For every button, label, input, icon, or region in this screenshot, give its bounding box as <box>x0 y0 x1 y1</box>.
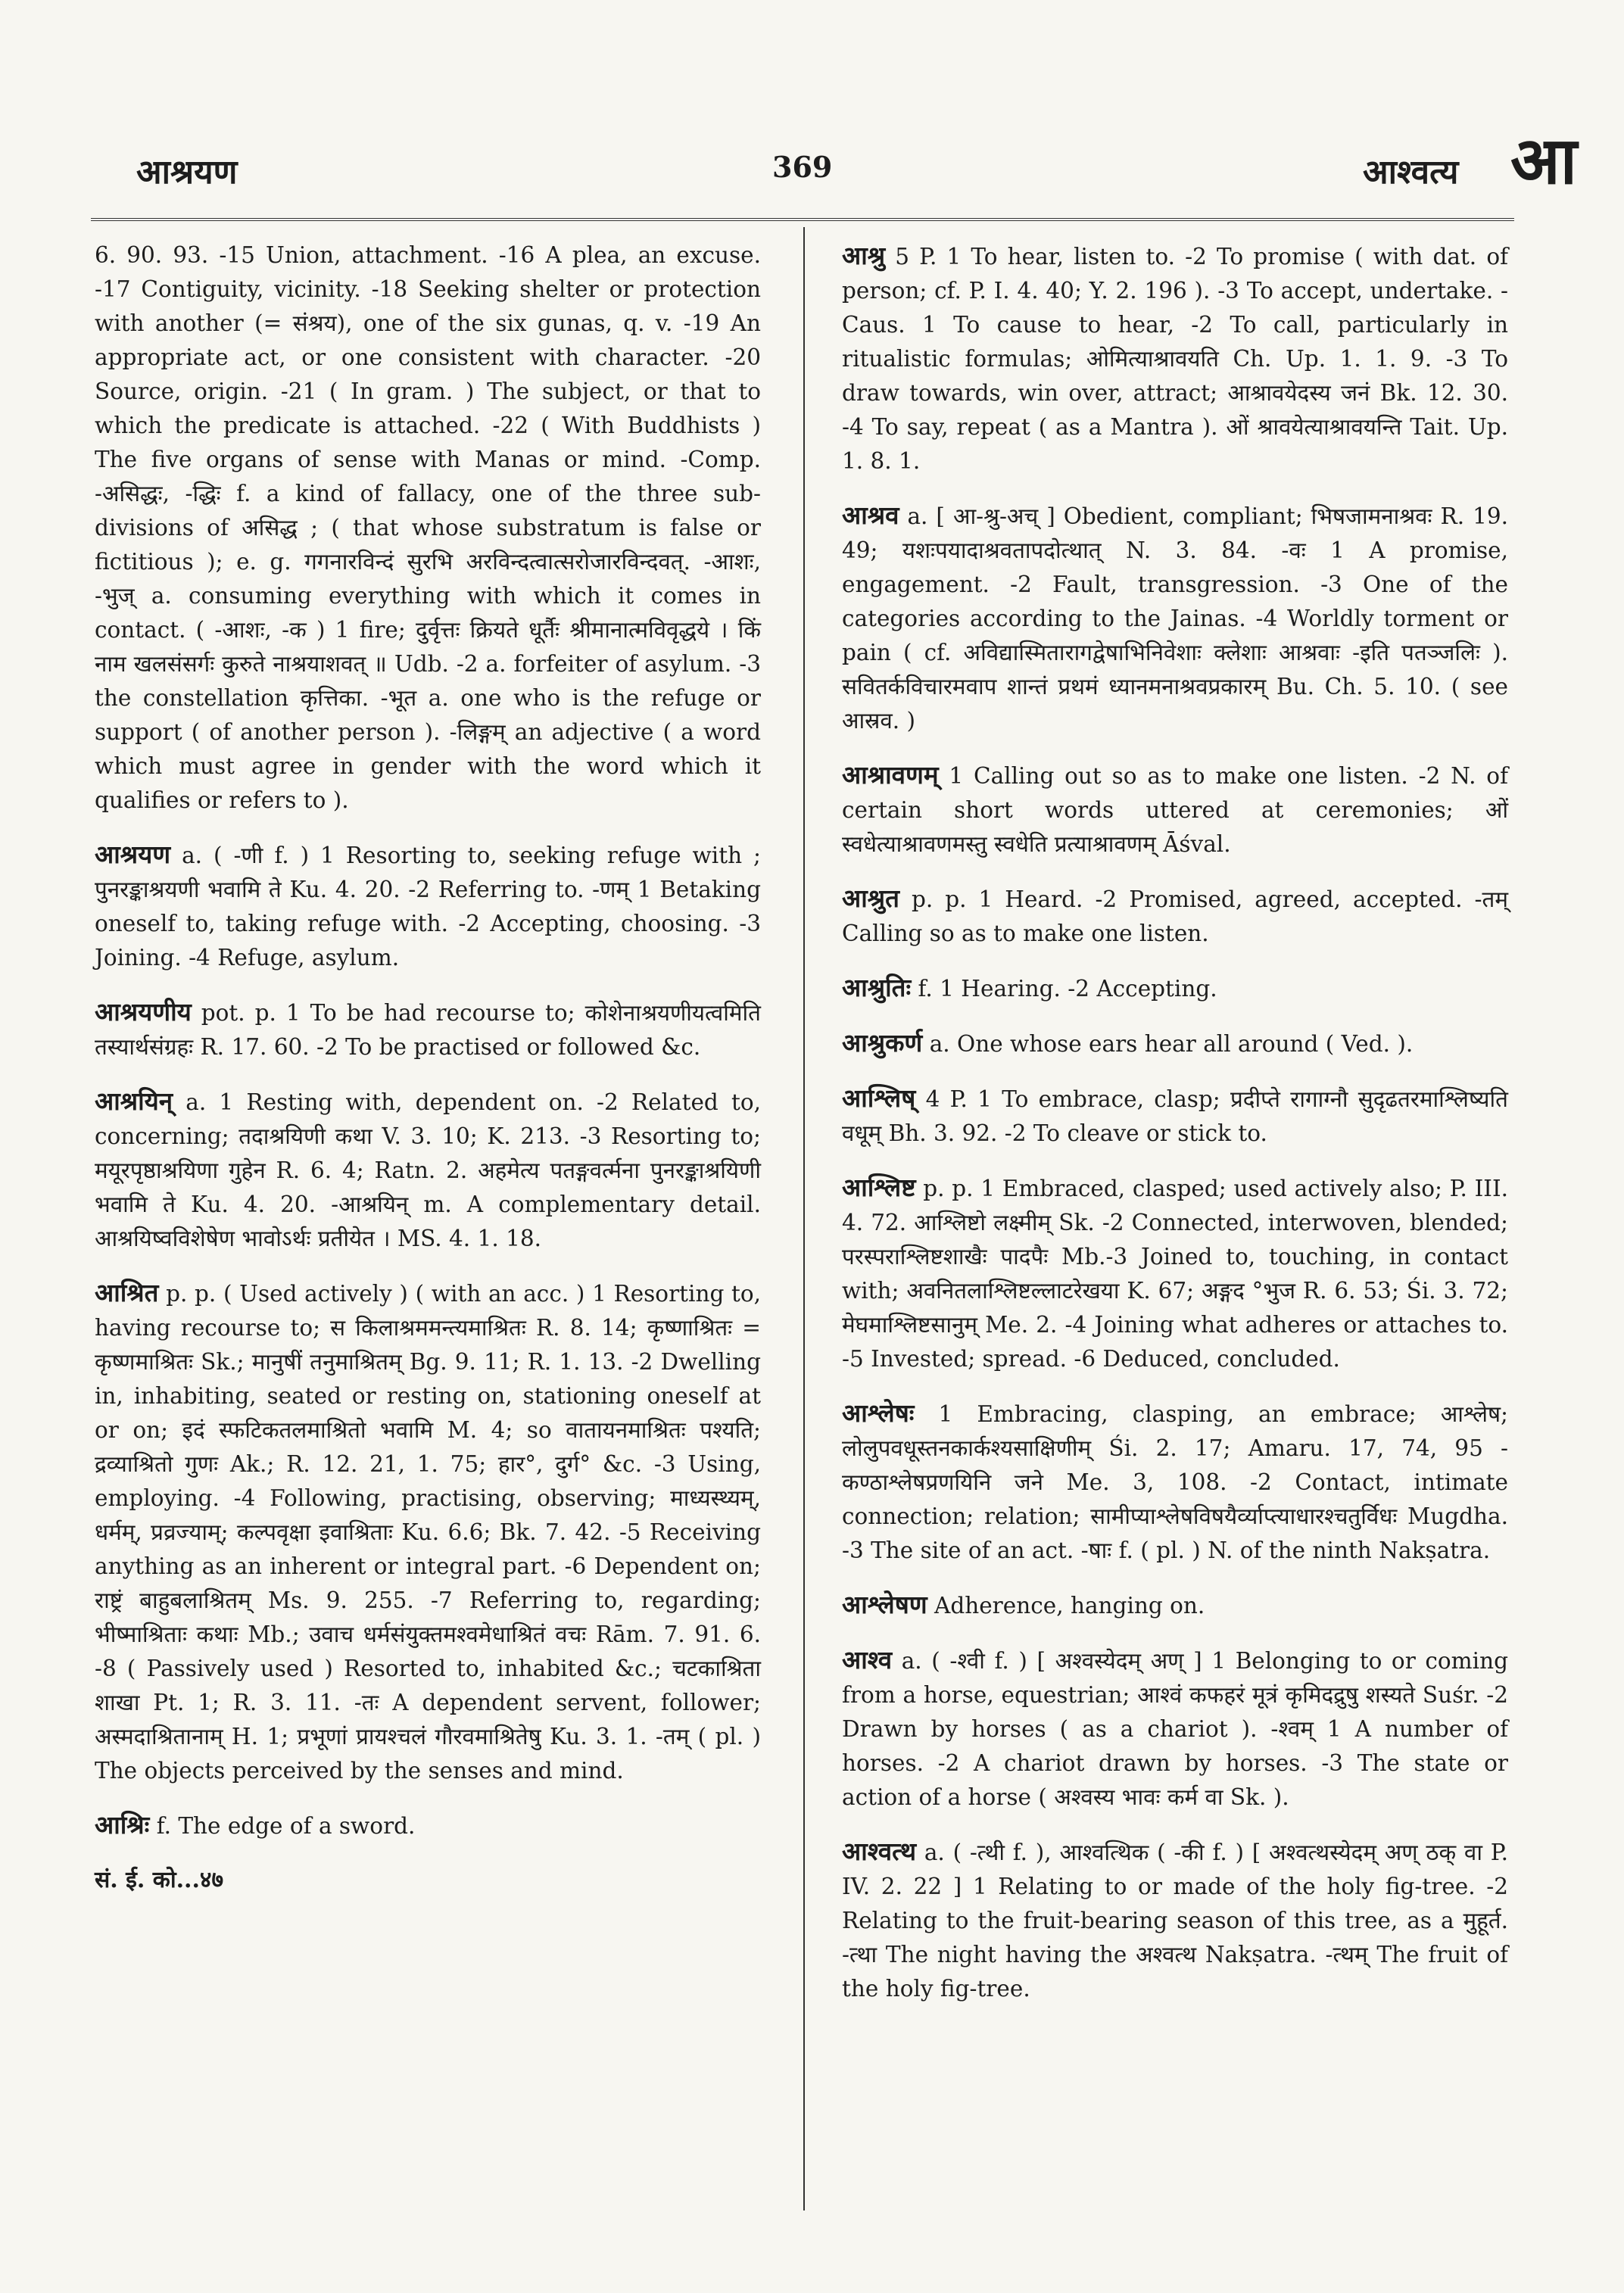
header-guide-word-left: आश्रयण <box>136 153 238 192</box>
entry-headword: आश्रयण <box>95 840 171 869</box>
entry-text: a. ( -णी f. ) 1 Resorting to, seeking refuge with ; पुनरङ्काश्रयणी भवामि ते Ku. 4. 20. -2 Referring to. -णम् 1 Betaking oneself to, taking refuge with. -2 Accepting, choosing. -3 Joining. -4 Refuge, asylum. <box>95 843 761 970</box>
entry-text: f. The edge of a sword. <box>156 1813 416 1839</box>
entry-headword: आश्रयिन् <box>95 1086 173 1116</box>
entry-headword: आश्रिः <box>95 1810 150 1840</box>
entry-headword: आश्रयणीय <box>95 997 192 1027</box>
entry-headword: आश्रित <box>95 1278 159 1307</box>
thumb-index-letter: आ <box>1510 123 1577 199</box>
entry-text: a. ( -श्वी f. ) [ अश्वस्येदम् अण् ] 1 Belonging to or coming from a horse, equestrian; आश्वं कफहरं मूत्रं कृमिदद्रुषु शस्यते Suśr. -2 Drawn by horses ( as a chariot ). -श्वम् 1 A number of horses. -2 A chariot drawn by horses. -3 The state or action of a horse ( अश्वस्य भावः कर्म वा Sk. ). <box>842 1648 1508 1810</box>
entry-continuation <box>95 238 761 818</box>
entry-headword: आश्रव <box>842 500 899 530</box>
right-column <box>842 238 1508 2026</box>
entry <box>842 881 1508 951</box>
entry-headword: आश्लिष्ट <box>842 1173 916 1202</box>
entry <box>842 1081 1508 1151</box>
entry-text: a. [ आ-श्रु-अच् ] Obedient, compliant; भिषजामनाश्रवः R. 19. 49; यशःपयादाश्रवतापदोत्थात् N. 3. 84. -वः 1 A promise, engagement. -2 Fault, transgression. -3 One of the categories according to the Jainas. -4 Worldly torment or pain ( cf. अविद्यास्मितारागद्वेषाभिनिवेशाः क्लेशाः आश्रवाः -इति पतञ्जलिः ). सवितर्कविचारमवाप शान्तं प्रथमं ध्यानमनाश्रवप्रकारम् Bu. Ch. 5. 10. ( see आस्रव. ) <box>842 503 1508 734</box>
entry <box>842 1026 1508 1061</box>
entry <box>842 970 1508 1006</box>
entry-headword: आश्लेषण <box>842 1590 927 1619</box>
entry-text: pot. p. 1 To be had recourse to; कोशेनाश्रयणीयत्वमिति तस्यार्थसंग्रहः R. 17. 60. -2 To be practised or followed &c. <box>95 1000 761 1060</box>
entry-headword: आश्लेषः <box>842 1398 915 1428</box>
entry <box>95 995 761 1064</box>
entry <box>842 1834 1508 2006</box>
entry-text: a. One whose ears hear all around ( Ved. ). <box>929 1031 1414 1057</box>
entry-headword: आश्रुतिः <box>842 973 912 1002</box>
entry-text: p. p. ( Used actively ) ( with an acc. ) 1 Resorting to, having recourse to; स किलाश्रममन्त्यमाश्रितः R. 8. 14; कृष्णाश्रितः = कृष्णमाश्रितः Sk.; मानुषीं तनुमाश्रितम् Bg. 9. 11; R. 1. 13. -2 Dwelling in, inhabiting, seated or resting on, stationing oneself at or on; इदं स्फटिकतलमाश्रितो भवामि M. 4; so वातायनमाश्रितः पश्यति; द्रव्याश्रितो गुणः Ak.; R. 12. 21, 1. 75; हार°, दुर्ग° &c. -3 Using, employing. -4 Following, practising, observing; माध्यस्थ्यम्, धर्मम्, प्रव्रज्याम्; कल्पवृक्षा इवाश्रिताः Ku. 6.6; Bk. 7. 42. -5 Receiving anything as an inherent or integral part. -6 Dependent on; राष्ट्रं बाहुबलाश्रितम् Ms. 9. 255. -7 Referring to, regarding; भीष्माश्रिताः कथाः Mb.; उवाच धर्मसंयुक्तमश्वमेधाश्रितं वचः Rām. 7. 91. 6. -8 ( Passively used ) Resorted to, inhabited &c.; चटकाश्रिता शाखा Pt. 1; R. 3. 11. -तः A dependent servent, follower; अस्मदाश्रितानाम् H. 1; प्रभूणां प्रायश्चलं गौरवमाश्रितेषु Ku. 3. 1. -तम् ( pl. ) The objects perceived by the senses and mind. <box>95 1281 761 1784</box>
entry-text: f. 1 Hearing. -2 Accepting. <box>918 976 1217 1002</box>
entry-text: 6. 90. 93. -15 Union, attachment. -16 A plea, an excuse. -17 Contiguity, vicinity. -18 Seeking shelter or protection with another (= संश्रय), one of the six gunas, q. v. -19 An appropriate act, or one consistent with character. -20 Source, origin. -21 ( In gram. ) The subject, or that to which the predicate is attached. -22 ( With Buddhists ) The five organs of sense with Manas or mind. -Comp. -असिद्धः, -द्धिः f. a kind of fallacy, one of the three sub-divisions of असिद्ध ; ( that whose substratum is false or fictitious ); e. g. गगनारविन्दं सुरभि अरविन्दत्वात्सरोजारविन्दवत्. -आशः, -भुज् a. consuming everything with which it comes in contact. ( -आशः, -क ) 1 fire; दुर्वृत्तः क्रियते धूर्तैः श्रीमानात्मविवृद्धये । किं नाम खलसंसर्गः कुरुते नाश्रयाशवत् ॥ Udb. -2 a. forfeiter of asylum. -3 the constellation कृत्तिका. -भूत a. one who is the refuge or support ( of another person ). -लिङ्गम् an adjective ( a word which must agree in gender with the word which it qualifies or refers to ). <box>95 242 761 813</box>
entry <box>842 1396 1508 1568</box>
page-number: 369 <box>772 150 833 184</box>
header-divider <box>91 218 1514 221</box>
entry-text: a. 1 Resting with, dependent on. -2 Related to, concerning; तदाश्रयिणी कथा V. 3. 10; K. 213. -3 Resorting to; मयूरपृष्ठाश्रयिणा गुहेन R. 6. 4; Ratn. 2. अहमेत्य पतङ्गवर्त्मना पुनरङ्काश्रयिणी भवामि ते Ku. 4. 20. -आश्रयिन् m. A complementary detail. आश्रयिष्वविशेषेण भावोऽर्थः प्रतीयेत । MS. 4. 1. 18. <box>95 1089 761 1251</box>
entry <box>95 837 761 975</box>
entry <box>842 758 1508 861</box>
signature-mark: सं. ई. को...४७ <box>95 1867 224 1893</box>
entry <box>95 1276 761 1788</box>
entry <box>842 1170 1508 1376</box>
entry-text: 1 Calling out so as to make one listen. -2 N. of certain short words uttered at ceremonies; ओं स्वधेत्याश्रावणमस्तु स्वधेति प्रत्याश्रावणम् Āśval. <box>842 763 1508 857</box>
entry-text: p. p. 1 Embraced, clasped; used actively also; P. III. 4. 72. आश्लिष्टो लक्ष्मीम् Sk. -2 Connected, interwoven, blended; परस्पराश्लिष्टशाखैः पादपैः Mb.-3 Joined to, touching, in contact with; अवनितलाश्लिष्टल्लाटरेखया K. 67; अङ्गद °भुज R. 6. 53; Śi. 3. 72; मेघमाश्लिष्टसानुम् Me. 2. -4 Joining what adheres or attaches to. -5 Invested; spread. -6 Deduced, concluded. <box>842 1176 1508 1372</box>
entry-headword: आश्रु <box>842 241 886 270</box>
entry-text: 1 Embracing, clasping, an embrace; आश्लेष; लोलुपवधूस्तनकार्कश्यसाक्षिणीम् Śi. 2. 17; Amaru. 17, 74, 95 - कण्ठाश्लेषप्रणयिनि जने Me. 3, 108. -2 Contact, intimate connection; relation; सामीप्याश्लेषविषयैर्व्याप्त्याधारश्चतुर्विधः Mugdha. -3 The site of an act. -षाः f. ( pl. ) N. of the ninth Nakṣatra. <box>842 1401 1508 1563</box>
column-divider <box>803 227 805 2210</box>
entry-text: p. p. 1 Heard. -2 Promised, agreed, accepted. -तम् Calling so as to make one listen. <box>842 886 1508 946</box>
entry-headword: आश्रावणम् <box>842 760 939 790</box>
entry-headword: आश्व <box>842 1645 893 1675</box>
entry <box>95 1808 761 1843</box>
entry-headword: आश्वत्थ <box>842 1837 917 1866</box>
entry <box>842 498 1508 738</box>
entry <box>95 1084 761 1256</box>
entry-headword: आश्लिष् <box>842 1083 916 1113</box>
left-column <box>95 238 761 1897</box>
entry-text: Adherence, hanging on. <box>934 1593 1205 1618</box>
header-guide-word-right: आश्वत्य <box>1363 153 1459 192</box>
entry-headword: आश्रुकर्ण <box>842 1028 923 1058</box>
entry-text: 5 P. 1 To hear, listen to. -2 To promise ( with dat. of person; cf. P. I. 4. 40; Y. 2. 196 ). -3 To accept, undertake. -Caus. 1 To cause to hear, -2 To call, particularly in ritualistic formulas; ओमित्याश्रावयति Ch. Up. 1. 1. 9. -3 To draw towards, win over, attract; आश्रावयेदस्य जनं Bk. 12. 30. -4 To say, repeat ( as a Mantra ). ओं श्रावयेत्याश्रावयन्ति Tait. Up. 1. 8. 1. <box>842 244 1508 474</box>
entry <box>842 1587 1508 1623</box>
entry <box>842 238 1508 478</box>
entry-text: a. ( -त्थी f. ), आश्वत्थिक ( -की f. ) [ अश्वत्थस्येदम् अण् ठक् वा P. IV. 2. 22 ] 1 Relating to or made of the holy fig-tree. -2 Relating to the fruit-bearing season of this tree, as a मुहूर्त. -त्था The night having the अश्वत्थ Nakṣatra. -त्थम् The fruit of the holy fig-tree. <box>842 1840 1508 2002</box>
entry-headword: आश्रुत <box>842 883 899 913</box>
entry <box>842 1643 1508 1815</box>
entry-text: 4 P. 1 To embrace, clasp; प्रदीप्ते रागाग्नौ सुदृढतरमाश्लिष्यति वधूम् Bh. 3. 92. -2 To cleave or stick to. <box>842 1086 1508 1146</box>
